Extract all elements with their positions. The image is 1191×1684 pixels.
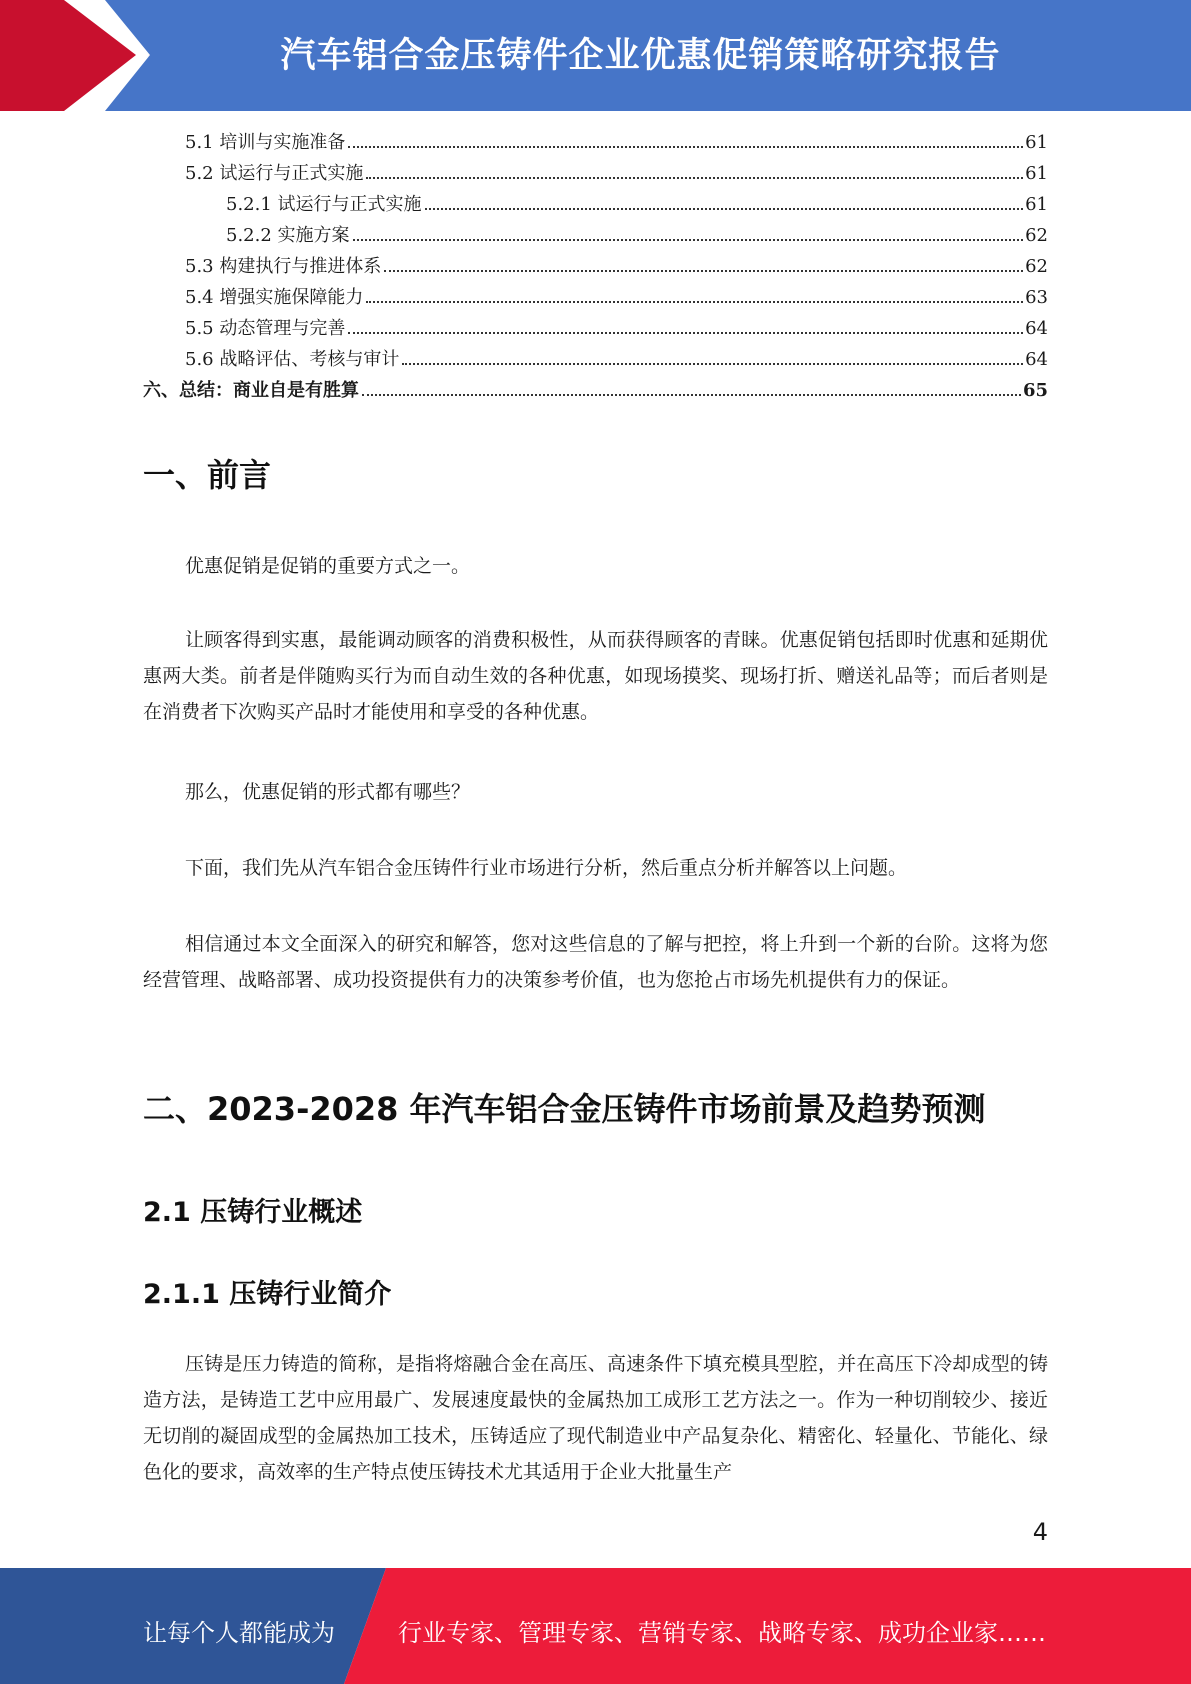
toc-entry-page: 62	[1025, 256, 1048, 277]
toc-entry-label: 5.5 动态管理与完善	[185, 318, 346, 339]
toc-entry-page: 62	[1025, 225, 1048, 246]
toc-entry-label: 5.2.1 试运行与正式实施	[226, 194, 422, 215]
header-banner	[0, 0, 1191, 111]
toc-entry-page: 61	[1025, 163, 1048, 184]
toc-entry[interactable]	[185, 345, 1048, 375]
toc-entry-label: 5.6 战略评估、考核与审计	[185, 349, 400, 370]
paragraph: 压铸是压力铸造的简称，是指将熔融合金在高压、高速条件下填充模具型腔，并在高压下冷却成型的铸造方法，是铸造工艺中应用最广、发展速度最快的金属热加工成形工艺方法之一。作为一种切削较少、接近无切削的凝固成型的金属热加工技术，压铸适应了现代制造业中产品复杂化、精密化、轻量化、节能化、绿色化的要求，高效率的生产特点使压铸技术尤其适用于企业大批量生产	[143, 1353, 1048, 1483]
toc-entry[interactable]	[185, 252, 1048, 282]
toc-leader-dots	[425, 208, 1024, 210]
footer-banner	[0, 1568, 1191, 1684]
toc-entry[interactable]	[185, 128, 1048, 158]
toc-entry-label: 5.2.2 实施方案	[226, 225, 350, 246]
toc-leader-dots	[348, 146, 1023, 148]
footer-slogan-left: 让每个人都能成为	[143, 1619, 335, 1647]
toc-entry[interactable]	[185, 159, 1048, 189]
toc-entry-label: 5.2 试运行与正式实施	[185, 163, 364, 184]
toc-entry-label: 5.4 增强实施保障能力	[185, 287, 364, 308]
toc-entry-page: 61	[1025, 194, 1048, 215]
section-heading-preface: 一、前言	[143, 456, 272, 494]
footer-slogan-right: 行业专家、管理专家、营销专家、战略专家、成功企业家……	[398, 1619, 1046, 1647]
toc-entry[interactable]	[226, 221, 1048, 251]
paragraph: 让顾客得到实惠，最能调动顾客的消费积极性，从而获得顾客的青睐。优惠促销包括即时优惠和延期优惠两大类。前者是伴随购买行为而自动生效的各种优惠，如现场摸奖、现场打折、赠送礼品等；而后者则是在消费者下次购买产品时才能使用和享受的各种优惠。	[143, 629, 1048, 723]
toc-entry-label: 六、总结：商业自是有胜算	[143, 380, 359, 401]
toc-entry-chapter[interactable]	[143, 376, 1048, 406]
paragraph: 下面，我们先从汽车铝合金压铸件行业市场进行分析，然后重点分析并解答以上问题。	[185, 857, 908, 879]
toc-leader-dots	[366, 177, 1023, 179]
subsection-heading: 2.1.1 压铸行业简介	[143, 1279, 392, 1310]
toc-entry-label: 5.3 构建执行与推进体系	[185, 256, 382, 277]
toc-entry-page: 64	[1025, 318, 1048, 339]
toc-leader-dots	[353, 239, 1024, 241]
toc-entry-page: 61	[1025, 132, 1048, 153]
toc-leader-dots	[362, 394, 1021, 396]
toc-entry-page: 64	[1025, 349, 1048, 370]
toc-entry-label: 5.1 培训与实施准备	[185, 132, 346, 153]
toc-entry[interactable]	[226, 190, 1048, 220]
toc-entry[interactable]	[185, 314, 1048, 344]
page-number: 4	[1032, 1518, 1048, 1546]
toc-leader-dots	[402, 363, 1023, 365]
toc-leader-dots	[348, 332, 1023, 334]
toc-leader-dots	[366, 301, 1023, 303]
paragraph: 相信通过本文全面深入的研究和解答，您对这些信息的了解与把控，将上升到一个新的台阶。这将为您经营管理、战略部署、成功投资提供有力的决策参考价值，也为您抢占市场先机提供有力的保证。	[143, 933, 1048, 991]
toc-entry-page: 63	[1025, 287, 1048, 308]
toc-entry-page: 65	[1022, 380, 1048, 401]
toc-entry[interactable]	[185, 283, 1048, 313]
paragraph: 优惠促销是促销的重要方式之一。	[185, 555, 471, 577]
toc-leader-dots	[384, 270, 1023, 272]
document-title: 汽车铝合金压铸件企业优惠促销策略研究报告	[280, 36, 1001, 76]
section-heading-market-outlook: 二、2023-2028 年汽车铝合金压铸件市场前景及趋势预测	[143, 1090, 986, 1128]
paragraph: 那么，优惠促销的形式都有哪些？	[185, 781, 471, 803]
subsection-heading: 2.1 压铸行业概述	[143, 1197, 363, 1228]
